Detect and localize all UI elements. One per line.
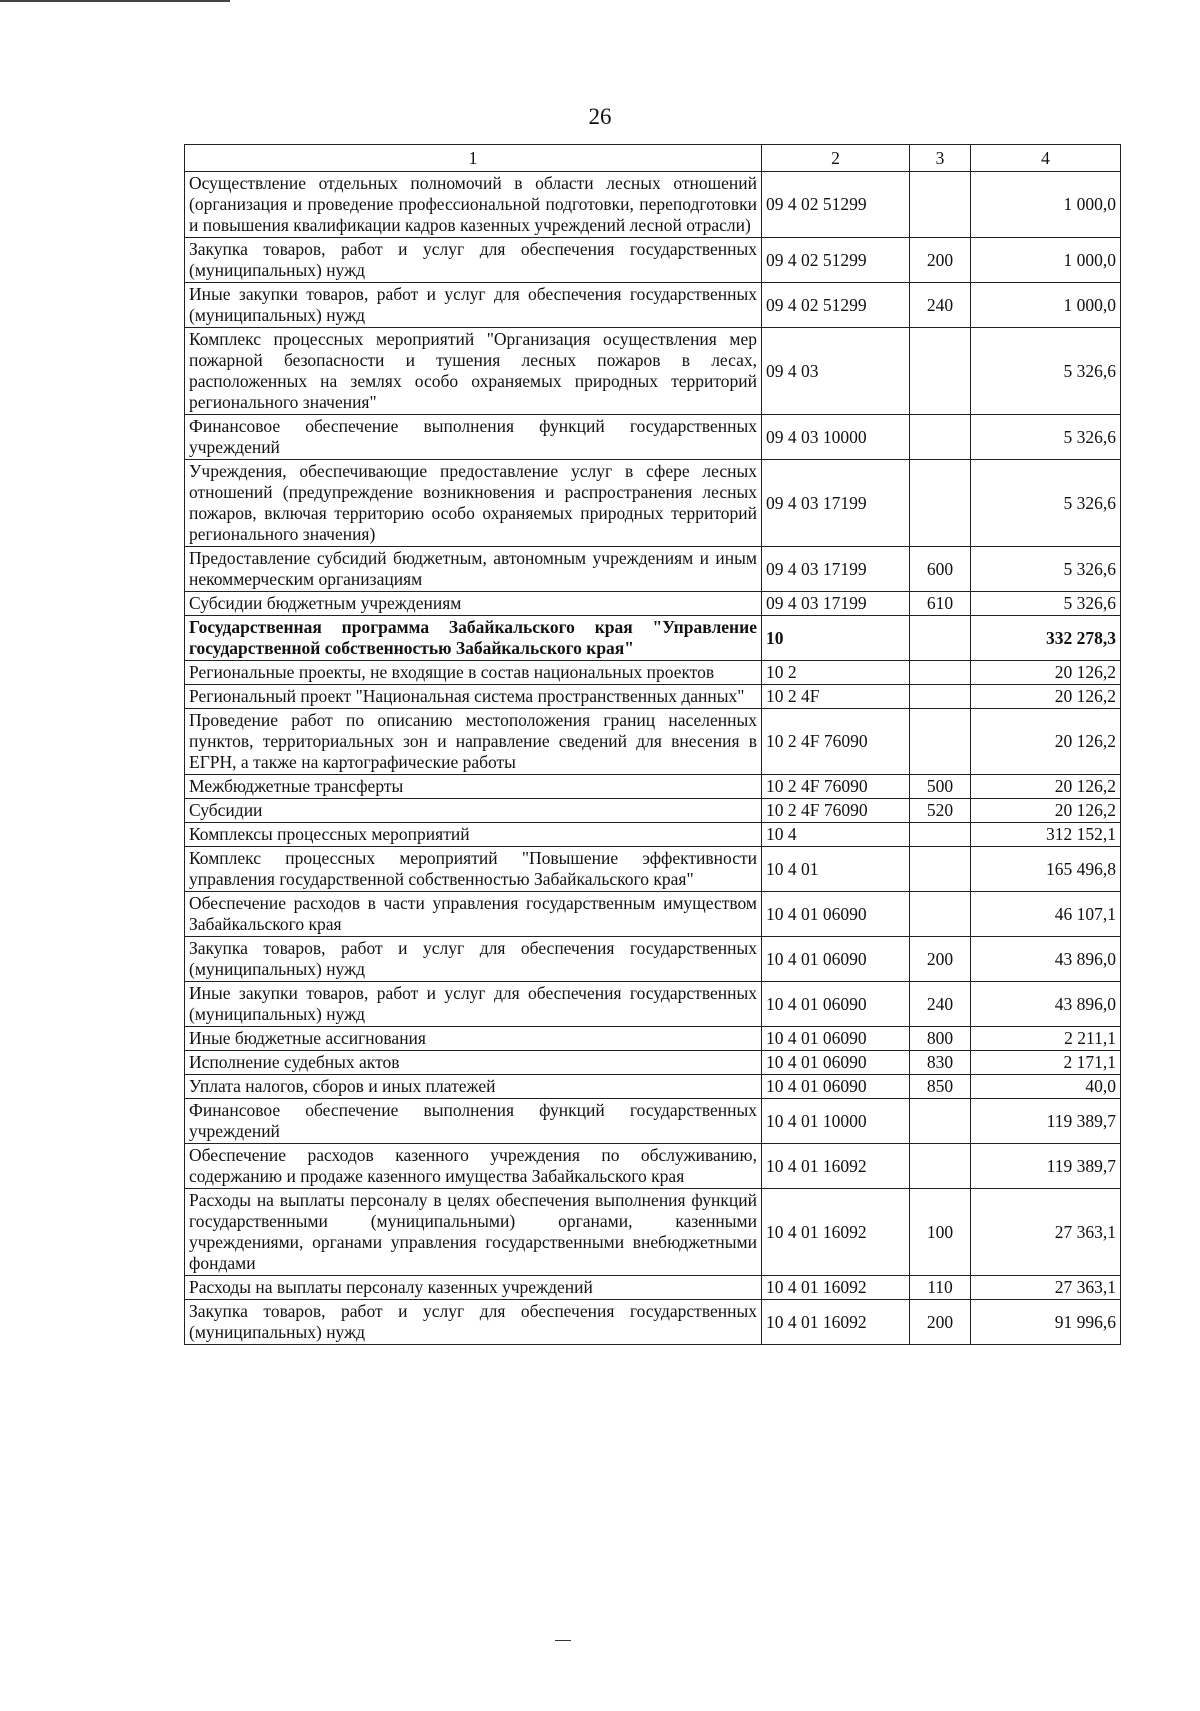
header-col-1: 1 <box>185 145 762 172</box>
row-amount-cell: 20 126,2 <box>971 709 1121 775</box>
table-header-row <box>185 145 1121 172</box>
row-type-cell <box>910 328 971 415</box>
row-amount-cell: 20 126,2 <box>971 685 1121 709</box>
row-amount-cell: 27 363,1 <box>971 1189 1121 1276</box>
table-row <box>185 415 1121 460</box>
table-row <box>185 1075 1121 1099</box>
table-row <box>185 1027 1121 1051</box>
row-type-cell <box>910 847 971 892</box>
table-row <box>185 661 1121 685</box>
table-row <box>185 1051 1121 1075</box>
table-row <box>185 1144 1121 1189</box>
row-code-cell: 09 4 02 51299 <box>762 238 910 283</box>
row-type-cell <box>910 892 971 937</box>
row-code-cell: 10 2 <box>762 661 910 685</box>
row-amount-cell: 119 389,7 <box>971 1099 1121 1144</box>
row-name-cell: Предоставление субсидий бюджетным, автономным учреждениям и иным некоммерческим организациям <box>185 547 762 592</box>
row-name-cell: Уплата налогов, сборов и иных платежей <box>185 1075 762 1099</box>
table-row <box>185 823 1121 847</box>
row-amount-cell: 20 126,2 <box>971 775 1121 799</box>
row-amount-cell: 43 896,0 <box>971 982 1121 1027</box>
row-type-cell <box>910 1099 971 1144</box>
row-code-cell: 10 4 01 16092 <box>762 1300 910 1345</box>
header-col-2: 2 <box>762 145 910 172</box>
row-amount-cell: 2 171,1 <box>971 1051 1121 1075</box>
row-amount-cell: 1 000,0 <box>971 238 1121 283</box>
table-row <box>185 328 1121 415</box>
row-code-cell: 10 4 01 10000 <box>762 1099 910 1144</box>
row-type-cell <box>910 415 971 460</box>
table-row <box>185 892 1121 937</box>
row-code-cell: 10 4 01 06090 <box>762 892 910 937</box>
row-type-cell <box>910 685 971 709</box>
row-name-cell: Субсидии бюджетным учреждениям <box>185 592 762 616</box>
row-name-cell: Субсидии <box>185 799 762 823</box>
table-row <box>185 685 1121 709</box>
row-amount-cell: 5 326,6 <box>971 460 1121 547</box>
top-rule <box>0 0 230 2</box>
row-name-cell: Региональные проекты, не входящие в состав национальных проектов <box>185 661 762 685</box>
footer-dash <box>555 1640 571 1641</box>
row-type-cell: 850 <box>910 1075 971 1099</box>
table-row <box>185 799 1121 823</box>
row-name-cell: Исполнение судебных актов <box>185 1051 762 1075</box>
row-name-cell: Закупка товаров, работ и услуг для обеспечения государственных (муниципальных) нужд <box>185 1300 762 1345</box>
row-amount-cell: 5 326,6 <box>971 592 1121 616</box>
row-amount-cell: 1 000,0 <box>971 172 1121 238</box>
row-amount-cell: 40,0 <box>971 1075 1121 1099</box>
row-name-cell: Расходы на выплаты персоналу в целях обеспечения выполнения функций государственными (муниципальными) органами, казенными учреждениями, органами управления государственными внебюджетными фондами <box>185 1189 762 1276</box>
row-code-cell: 10 2 4F 76090 <box>762 799 910 823</box>
row-type-cell: 200 <box>910 1300 971 1345</box>
row-name-cell: Комплексы процессных мероприятий <box>185 823 762 847</box>
row-type-cell: 200 <box>910 937 971 982</box>
row-name-cell: Обеспечение расходов в части управления государственным имуществом Забайкальского края <box>185 892 762 937</box>
row-amount-cell: 312 152,1 <box>971 823 1121 847</box>
row-amount-cell: 332 278,3 <box>971 616 1121 661</box>
row-name-cell: Финансовое обеспечение выполнения функций государственных учреждений <box>185 415 762 460</box>
row-amount-cell: 27 363,1 <box>971 1276 1121 1300</box>
budget-table <box>184 144 1121 1345</box>
row-code-cell: 10 4 01 06090 <box>762 1051 910 1075</box>
table-row <box>185 1099 1121 1144</box>
row-code-cell: 10 2 4F <box>762 685 910 709</box>
row-name-cell: Государственная программа Забайкальского края "Управление государственной собственностью Забайкальского края" <box>185 616 762 661</box>
row-name-cell: Обеспечение расходов казенного учреждения по обслуживанию, содержанию и продаже казенного имущества Забайкальского края <box>185 1144 762 1189</box>
table-row <box>185 616 1121 661</box>
row-code-cell: 10 4 <box>762 823 910 847</box>
table-row <box>185 238 1121 283</box>
row-code-cell: 10 4 01 16092 <box>762 1276 910 1300</box>
table-row <box>185 1300 1121 1345</box>
row-code-cell: 10 2 4F 76090 <box>762 775 910 799</box>
row-type-cell: 240 <box>910 982 971 1027</box>
table-row <box>185 283 1121 328</box>
row-code-cell: 10 4 01 <box>762 847 910 892</box>
row-name-cell: Закупка товаров, работ и услуг для обеспечения государственных (муниципальных) нужд <box>185 937 762 982</box>
row-type-cell: 800 <box>910 1027 971 1051</box>
row-type-cell: 110 <box>910 1276 971 1300</box>
table-row <box>185 775 1121 799</box>
row-name-cell: Осуществление отдельных полномочий в области лесных отношений (организация и проведение профессиональной подготовки, переподготовки и повышения квалификации кадров казенных учреждений лесной отрасли) <box>185 172 762 238</box>
table-row <box>185 1276 1121 1300</box>
row-name-cell: Финансовое обеспечение выполнения функций государственных учреждений <box>185 1099 762 1144</box>
row-type-cell <box>910 460 971 547</box>
row-type-cell <box>910 616 971 661</box>
row-name-cell: Региональный проект "Национальная система пространственных данных" <box>185 685 762 709</box>
row-code-cell: 09 4 02 51299 <box>762 172 910 238</box>
row-amount-cell: 46 107,1 <box>971 892 1121 937</box>
row-amount-cell: 91 996,6 <box>971 1300 1121 1345</box>
row-code-cell: 09 4 03 17199 <box>762 460 910 547</box>
table-row <box>185 460 1121 547</box>
row-type-cell <box>910 823 971 847</box>
table-row <box>185 592 1121 616</box>
table-row <box>185 982 1121 1027</box>
row-code-cell: 09 4 03 17199 <box>762 547 910 592</box>
row-type-cell: 240 <box>910 283 971 328</box>
row-code-cell: 10 4 01 06090 <box>762 937 910 982</box>
row-type-cell <box>910 709 971 775</box>
table-row <box>185 547 1121 592</box>
row-amount-cell: 5 326,6 <box>971 547 1121 592</box>
row-name-cell: Комплекс процессных мероприятий "Организация осуществления мер пожарной безопасности и тушения лесных пожаров в лесах, расположенных на землях особо охраняемых природных территорий регионального значения" <box>185 328 762 415</box>
table-row <box>185 937 1121 982</box>
row-amount-cell: 5 326,6 <box>971 415 1121 460</box>
row-code-cell: 09 4 03 10000 <box>762 415 910 460</box>
row-code-cell: 10 <box>762 616 910 661</box>
row-code-cell: 10 2 4F 76090 <box>762 709 910 775</box>
row-amount-cell: 119 389,7 <box>971 1144 1121 1189</box>
row-name-cell: Иные бюджетные ассигнования <box>185 1027 762 1051</box>
row-code-cell: 10 4 01 06090 <box>762 1027 910 1051</box>
row-type-cell: 520 <box>910 799 971 823</box>
row-name-cell: Закупка товаров, работ и услуг для обеспечения государственных (муниципальных) нужд <box>185 238 762 283</box>
row-type-cell: 200 <box>910 238 971 283</box>
row-name-cell: Иные закупки товаров, работ и услуг для обеспечения государственных (муниципальных) нужд <box>185 283 762 328</box>
row-amount-cell: 20 126,2 <box>971 661 1121 685</box>
row-amount-cell: 5 326,6 <box>971 328 1121 415</box>
row-type-cell <box>910 1144 971 1189</box>
row-name-cell: Учреждения, обеспечивающие предоставление услуг в сфере лесных отношений (предупреждение возникновения и распространения лесных пожаров, включая территорию особо охраняемых природных территорий регионального значения) <box>185 460 762 547</box>
row-code-cell: 10 4 01 16092 <box>762 1189 910 1276</box>
table-row <box>185 709 1121 775</box>
row-type-cell <box>910 661 971 685</box>
row-code-cell: 10 4 01 16092 <box>762 1144 910 1189</box>
row-amount-cell: 2 211,1 <box>971 1027 1121 1051</box>
row-name-cell: Иные закупки товаров, работ и услуг для обеспечения государственных (муниципальных) нужд <box>185 982 762 1027</box>
header-col-3: 3 <box>910 145 971 172</box>
row-type-cell: 600 <box>910 547 971 592</box>
page-number: 26 <box>588 104 612 129</box>
row-type-cell <box>910 172 971 238</box>
table-row <box>185 172 1121 238</box>
row-name-cell: Проведение работ по описанию местоположения границ населенных пунктов, территориальных зон и направление сведений для внесения в ЕГРН, а также на картографические работы <box>185 709 762 775</box>
row-name-cell: Комплекс процессных мероприятий "Повышение эффективности управления государственной собственностью Забайкальского края" <box>185 847 762 892</box>
table-row <box>185 847 1121 892</box>
row-type-cell: 500 <box>910 775 971 799</box>
row-amount-cell: 165 496,8 <box>971 847 1121 892</box>
row-amount-cell: 43 896,0 <box>971 937 1121 982</box>
row-code-cell: 09 4 02 51299 <box>762 283 910 328</box>
row-code-cell: 10 4 01 06090 <box>762 982 910 1027</box>
row-amount-cell: 1 000,0 <box>971 283 1121 328</box>
row-type-cell: 100 <box>910 1189 971 1276</box>
row-amount-cell: 20 126,2 <box>971 799 1121 823</box>
row-code-cell: 09 4 03 <box>762 328 910 415</box>
row-name-cell: Межбюджетные трансферты <box>185 775 762 799</box>
row-type-cell: 830 <box>910 1051 971 1075</box>
row-type-cell: 610 <box>910 592 971 616</box>
row-name-cell: Расходы на выплаты персоналу казенных учреждений <box>185 1276 762 1300</box>
row-code-cell: 09 4 03 17199 <box>762 592 910 616</box>
header-col-4: 4 <box>971 145 1121 172</box>
row-code-cell: 10 4 01 06090 <box>762 1075 910 1099</box>
table-row <box>185 1189 1121 1276</box>
